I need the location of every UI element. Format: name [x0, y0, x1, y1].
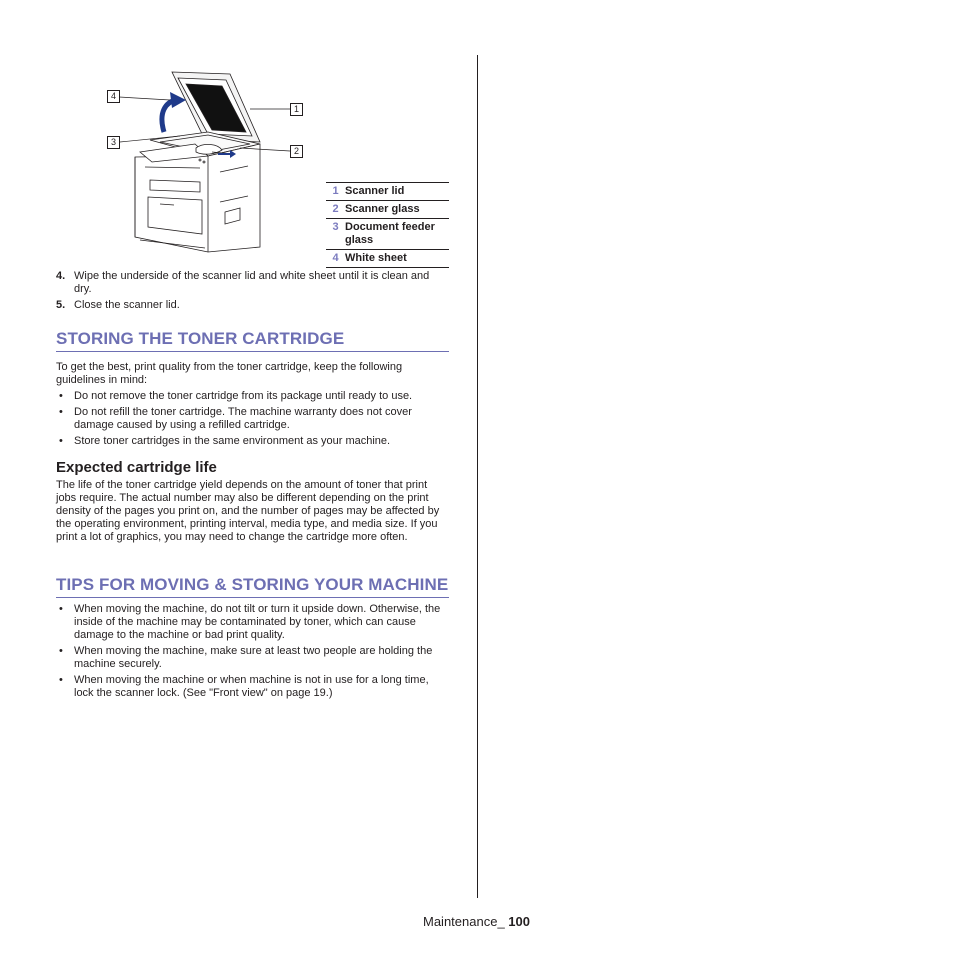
bullet-text: When moving the machine, make sure at least two people are holding the machine securely.: [74, 645, 433, 670]
legend-label: Scanner glass: [345, 203, 420, 215]
legend-number: 3: [332, 221, 339, 233]
bullet-text: When moving the machine or when machine is not in use for a long time, lock the scanner lock. (See "Front view" on page 19.): [74, 674, 429, 699]
subsection-heading: Expected cartridge life: [56, 459, 217, 476]
printer-drawing: [100, 62, 310, 262]
legend-row: [326, 219, 449, 250]
callout-3: 3: [107, 136, 120, 149]
heading-rule: [56, 597, 449, 598]
bullet-text: When moving the machine, do not tilt or turn it upside down. Otherwise, the inside of the machine may be contaminated by toner, which can cause damage to the machine or bad print quality.: [74, 603, 441, 641]
page-footer: [423, 914, 530, 929]
printer-illustration: [100, 62, 310, 262]
footer-label: Maintenance_: [423, 914, 505, 929]
callout-1: 1: [290, 103, 303, 116]
bullet-marker: •: [59, 435, 63, 447]
bullet-marker: •: [59, 390, 63, 402]
legend-row: [326, 250, 449, 268]
body-paragraph: The life of the toner cartridge yield depends on the amount of toner that print jobs require. The actual number may also be different depending on the print density of the pages you print on, and the number of pages may be affected by the operating environment, printing interval, media type, and media size. If you print a lot of graphics, you may need to change the cartridge more often.: [56, 479, 440, 543]
page-number: 100: [508, 914, 530, 929]
intro-paragraph: To get the best, print quality from the toner cartridge, keep the following guidelines in mind:: [56, 361, 403, 386]
heading-rule: [56, 351, 449, 352]
bullet-marker: •: [59, 603, 63, 615]
step-text: Wipe the underside of the scanner lid and white sheet until it is clean and dry.: [74, 270, 430, 295]
bullet-marker: •: [59, 406, 63, 418]
legend-label: Document feeder glass: [345, 221, 435, 246]
bullet-text: Store toner cartridges in the same environment as your machine.: [74, 435, 391, 447]
legend-label: White sheet: [345, 252, 407, 264]
bullet-text: Do not refill the toner cartridge. The machine warranty does not cover damage caused by using a refilled cartridge.: [74, 406, 412, 431]
bullet-marker: •: [59, 645, 63, 657]
section-heading: STORING THE TONER CARTRIDGE: [56, 329, 345, 348]
callout-2: 2: [290, 145, 303, 158]
section-heading: TIPS FOR MOVING & STORING YOUR MACHINE: [56, 575, 449, 594]
legend-number: 2: [332, 203, 339, 215]
legend-number: 4: [332, 252, 339, 264]
step-number: 4.: [56, 270, 66, 282]
legend-number: 1: [332, 185, 339, 197]
step-text: Close the scanner lid.: [74, 299, 180, 311]
column-divider: [477, 55, 478, 898]
step-number: 5.: [56, 299, 66, 311]
legend-row: [326, 201, 449, 219]
bullet-marker: •: [59, 674, 63, 686]
legend-row: [326, 183, 449, 201]
callout-4: 4: [107, 90, 120, 103]
legend-label: Scanner lid: [345, 185, 405, 197]
bullet-text: Do not remove the toner cartridge from its package until ready to use.: [74, 390, 413, 402]
figure-legend: [326, 182, 449, 268]
